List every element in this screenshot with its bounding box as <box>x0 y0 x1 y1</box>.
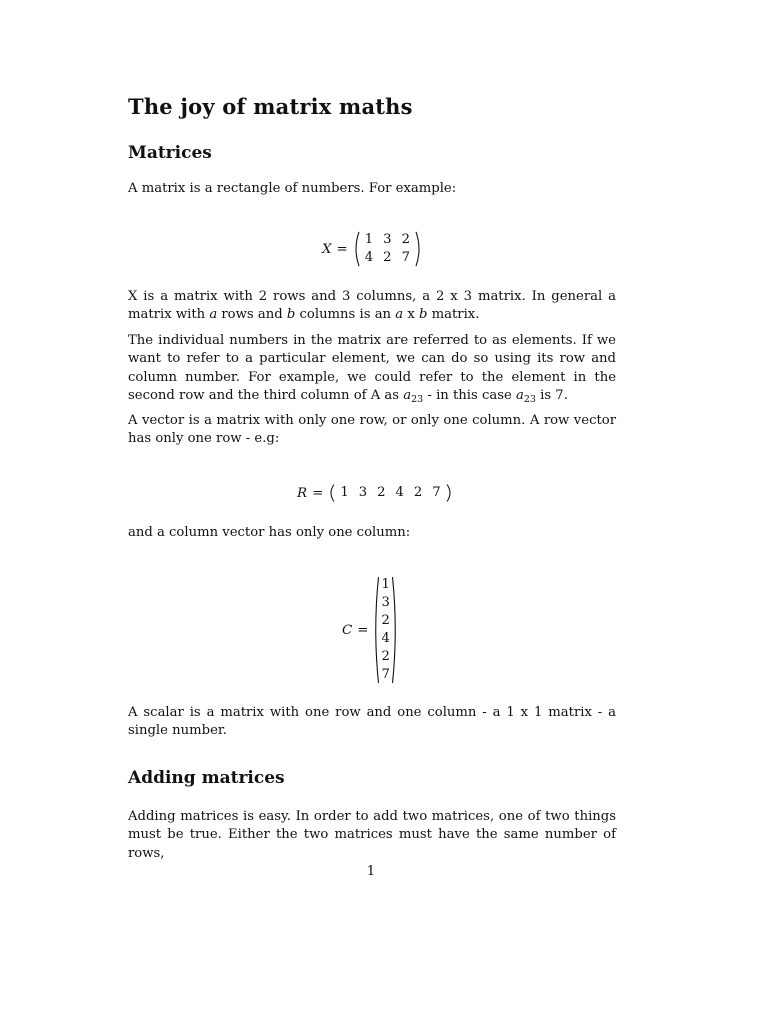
page-title: The joy of matrix maths <box>128 94 413 119</box>
equals-sign: = <box>336 241 348 257</box>
matrix-row <box>379 648 391 666</box>
math-var: a <box>515 388 524 404</box>
math-subscript: 23 <box>411 394 424 406</box>
equation-row-vector <box>297 484 453 502</box>
page-number: 1 <box>366 864 376 879</box>
matrix-row <box>379 576 391 594</box>
math-subscript: 23 <box>523 394 536 406</box>
matrix-element: 1 <box>381 577 390 592</box>
matrix-element: 2 <box>401 232 410 247</box>
paragraph-matrix-dimensions <box>128 288 616 325</box>
equation-column-vector <box>342 576 398 684</box>
text-run: X is a matrix with 2 rows and 3 columns, a 2 x 3 matrix. In general a matrix with <box>128 289 616 323</box>
matrix-element: 1 <box>340 485 349 500</box>
section-heading-matrices: Matrices <box>128 143 212 163</box>
equation-lhs: R <box>297 485 308 501</box>
matrix-row <box>360 231 415 249</box>
equals-sign: = <box>357 622 369 638</box>
paragraph-adding: Adding matrices is easy. In order to add two matrices, one of two things must be true. Either the two matrices must have the same number of rows, <box>128 809 616 861</box>
paragraph-elements <box>128 332 616 406</box>
math-var: a <box>209 307 218 323</box>
matrix-element: 7 <box>432 485 441 500</box>
matrix-element: 4 <box>364 250 374 265</box>
text-run: columns is an <box>295 307 396 323</box>
equation-lhs: X <box>322 241 332 257</box>
paragraph-vector: A vector is a matrix with only one row, or only one column. A row vector has only one row - e.g: <box>128 413 616 447</box>
matrix-element: 2 <box>383 250 392 265</box>
text-run: The individual numbers in the matrix are referred to as elements. If we want to refer to a particular element, we can do so using its row and column number. For example, we could refer to the element in the second row and the third column of A as <box>128 333 616 404</box>
matrix-element: 4 <box>381 631 390 646</box>
matrix-element: 2 <box>381 649 390 664</box>
text-run: matrix. <box>427 307 480 323</box>
matrix-element: 2 <box>377 485 386 500</box>
matrix-element: 1 <box>364 232 374 247</box>
matrix-x-table <box>360 231 415 267</box>
matrix-element: 7 <box>381 667 390 682</box>
text-run: x <box>403 307 419 323</box>
math-var: b <box>286 307 296 323</box>
matrix-element: 7 <box>401 250 410 265</box>
matrix-element: 3 <box>381 595 390 610</box>
matrix-element: 3 <box>358 485 368 500</box>
column-vector-table <box>379 576 391 684</box>
paragraph-matrix-definition: A matrix is a rectangle of numbers. For example: <box>128 181 457 196</box>
equation-lhs: C <box>342 622 353 638</box>
text-run: rows and <box>217 307 287 323</box>
matrix-element: 2 <box>381 613 390 628</box>
math-var: a <box>403 388 412 404</box>
matrix-row <box>335 484 445 502</box>
row-vector-r <box>328 484 452 502</box>
matrix-row <box>379 612 391 630</box>
math-var: b <box>418 307 428 323</box>
matrix-element: 2 <box>413 485 423 500</box>
matrix-row <box>379 666 391 684</box>
math-var: a <box>395 307 404 323</box>
matrix-row <box>360 249 415 267</box>
row-vector-table <box>335 484 445 502</box>
matrix-x <box>353 231 422 267</box>
matrix-row <box>379 630 391 648</box>
matrix-element: 4 <box>395 485 404 500</box>
equation-matrix-x <box>322 231 422 267</box>
paragraph-scalar: A scalar is a matrix with one row and one column - a 1 x 1 matrix - a single number. <box>128 705 616 739</box>
section-heading-adding-matrices: Adding matrices <box>128 768 285 788</box>
text-run: - in this case <box>423 388 516 404</box>
matrix-element: 3 <box>383 232 392 247</box>
equals-sign: = <box>312 485 324 501</box>
matrix-row <box>379 594 391 612</box>
paragraph-column-vector: and a column vector has only one column: <box>128 525 411 540</box>
text-run: is 7. <box>535 388 568 404</box>
column-vector-c <box>373 576 397 684</box>
